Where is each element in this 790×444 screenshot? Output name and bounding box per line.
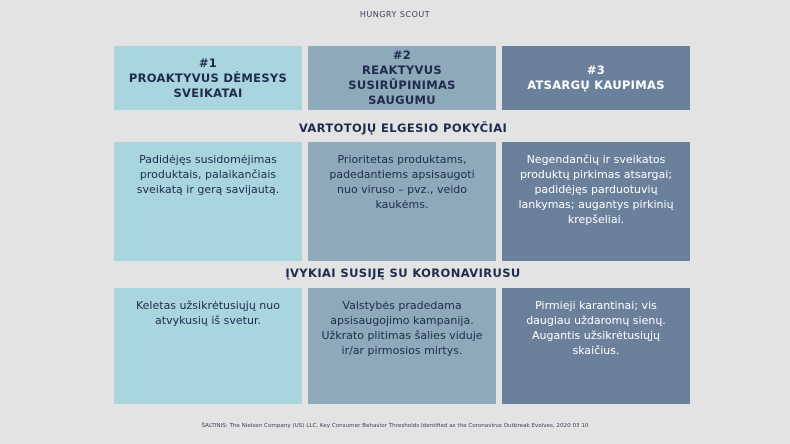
column-number-1: #1	[198, 55, 218, 70]
consumer-text-3: Negendančių ir sveikatos produktų pirkimas atsargai; padidėjęs parduotuvių lankymas; augantys pirkinių krepšeliai.	[518, 153, 674, 226]
brand-label: HUNGRY SCOUT	[359, 10, 431, 19]
column-title-3-line1: ATSARGŲ KAUPIMAS	[527, 78, 665, 92]
event-cell-1	[114, 288, 302, 404]
events-row	[114, 288, 692, 404]
header-row	[114, 46, 692, 110]
section-title-events: ĮVYKIAI SUSIJĘ SU KORONAVIRUSU	[285, 266, 521, 280]
column-title-2-line2: SUSIRŪPINIMAS SAUGUMU	[348, 78, 456, 107]
consumer-cell-1	[114, 142, 302, 261]
column-title-1-line1: PROAKTYVUS DĖMESYS	[128, 70, 288, 85]
source-citation: ŠALTINIS: The Nielsen Company (US) LLC, Key Consumer Behavior Thresholds Identified as the Coronavirus Outbreak Evolves, 2020 03 10	[201, 423, 589, 429]
event-cell-3	[502, 288, 690, 404]
event-text-2: Valstybės pradedama apsisaugojimo kampanija. Užkrato plitimas šalies viduje ir/ar pirmosios mirtys.	[321, 299, 483, 357]
event-text-3: Pirmieji karantinai; vis daugiau uždaromų sienų. Augantis užsikrėtusiųjų skaičius.	[526, 299, 666, 357]
column-number-2: #2	[392, 48, 412, 62]
event-cell-2	[308, 288, 496, 404]
column-title-1-line2: SVEIKATAI	[173, 85, 243, 100]
column-title-2-line1: REAKTYVUS	[362, 63, 442, 77]
column-header-3	[502, 46, 690, 110]
consumer-cell-2	[308, 142, 496, 261]
section-title-consumer: VARTOTOJŲ ELGESIO POKYČIAI	[298, 121, 508, 135]
consumer-text-1: Padidėjęs susidomėjimas produktais, palaikančiais sveikatą ir gerą savijautą.	[136, 153, 280, 196]
consumer-text-2: Prioritetas produktams, padedantiems apsisaugoti nuo viruso – pvz., veido kaukėms.	[329, 153, 475, 211]
column-header-2	[308, 46, 496, 110]
column-number-3: #3	[586, 63, 606, 77]
consumer-cell-3	[502, 142, 690, 261]
column-header-1	[114, 46, 302, 110]
consumer-row	[114, 142, 692, 261]
event-text-1: Keletas užsikrėtusiųjų nuo atvykusių iš svetur.	[136, 299, 280, 327]
